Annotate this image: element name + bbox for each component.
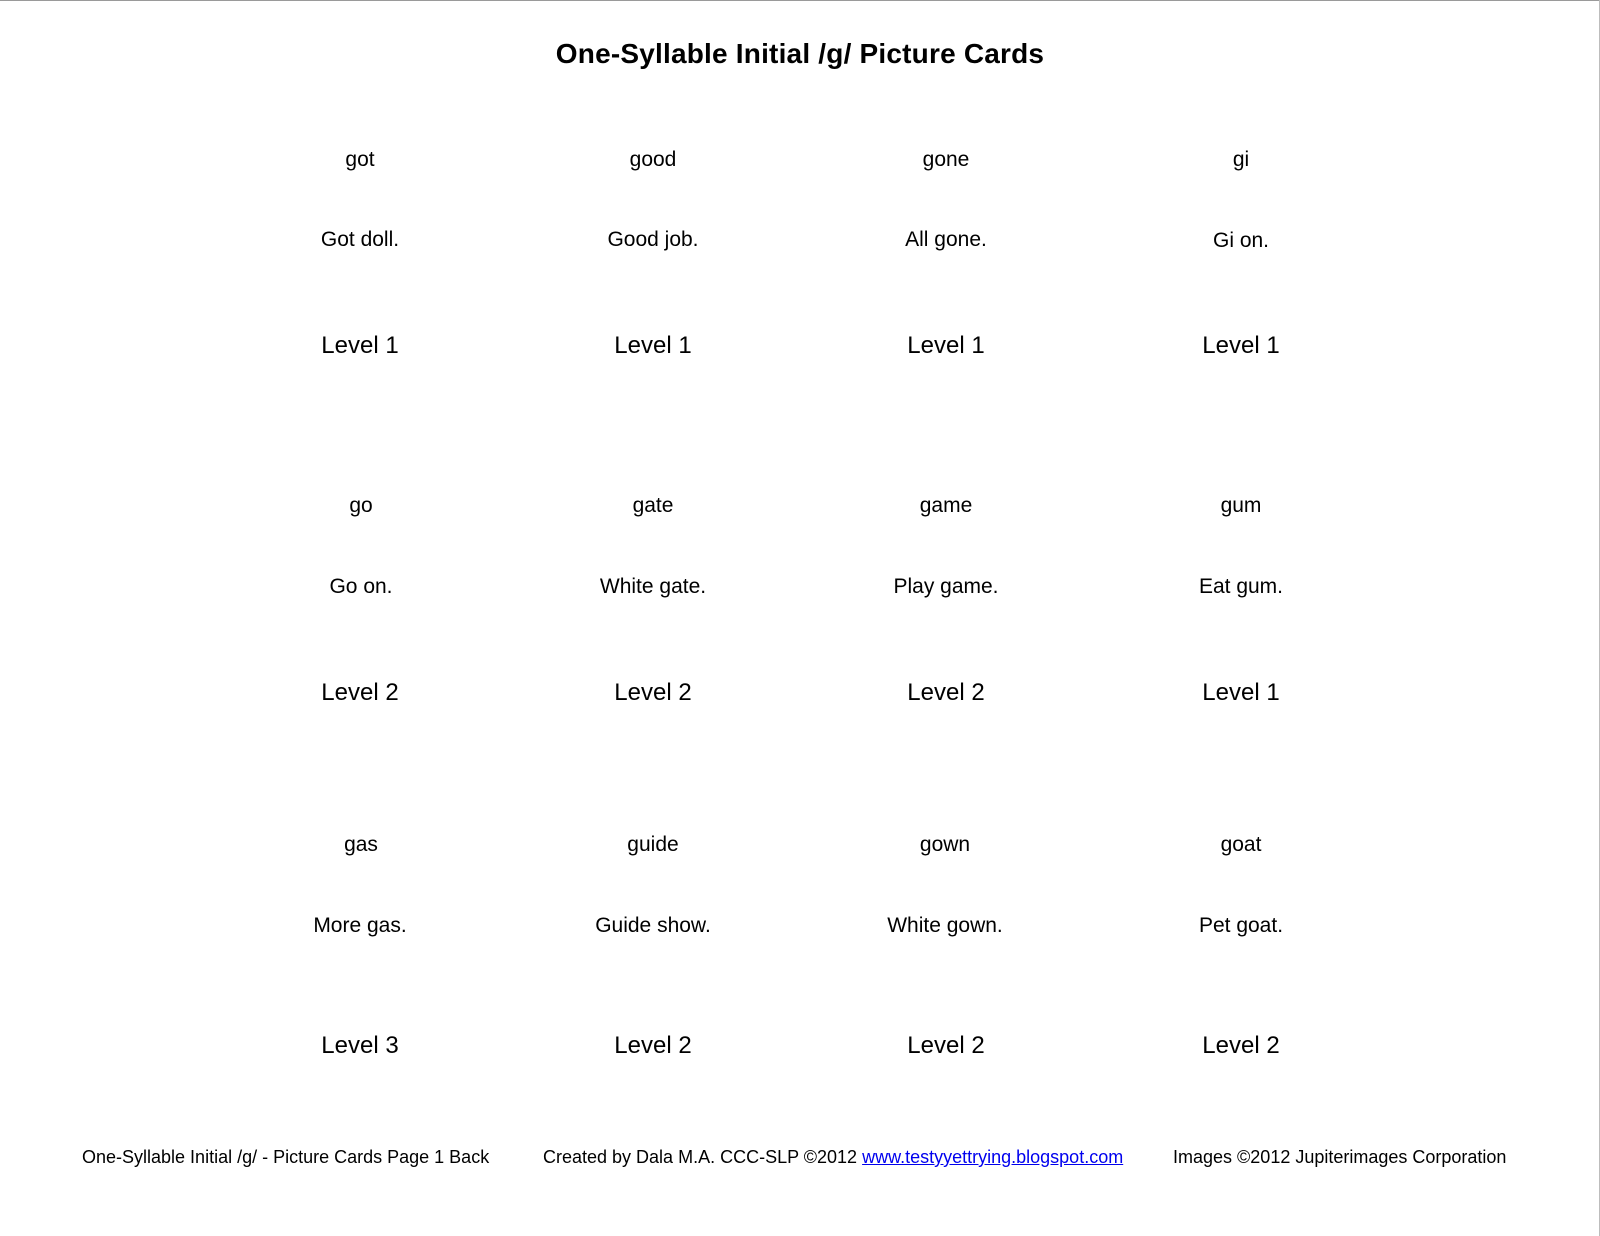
card-level: Level 1 (907, 332, 985, 359)
card-word: go (349, 494, 373, 517)
card-sentence: Play game. (893, 575, 999, 598)
card-level: Level 1 (321, 332, 399, 359)
card-sentence: Gi on. (1212, 229, 1270, 252)
card-level: Level 2 (321, 679, 399, 706)
card-sentence: Eat gum. (1198, 575, 1284, 598)
card-sentence: More gas. (313, 914, 407, 937)
footer-credit: Created by Dala M.A. CCC-SLP ©2012 (543, 1147, 858, 1167)
footer-right: Images ©2012 Jupiterimages Corporation (1173, 1147, 1507, 1167)
footer-blog-link[interactable]: www.testyyettrying.blogspot.com (862, 1147, 1124, 1167)
card-level: Level 1 (1202, 679, 1280, 706)
card-word: guide (627, 833, 679, 856)
card-word: good (629, 148, 677, 171)
card-sentence: Go on. (329, 575, 393, 598)
card-sentence: Good job. (607, 228, 699, 251)
card-word: gum (1220, 494, 1262, 517)
card-word: gate (632, 494, 674, 517)
card-word: gown (919, 833, 971, 856)
card-word: game (919, 494, 973, 517)
card-word: gone (922, 148, 970, 171)
card-level: Level 2 (907, 679, 985, 706)
footer-center (543, 1147, 1123, 1168)
footer-left: One-Syllable Initial /g/ - Picture Cards Page 1 Back (82, 1147, 490, 1167)
card-sentence: Pet goat. (1198, 914, 1284, 937)
card-level: Level 2 (907, 1032, 985, 1059)
card-word: gi (1232, 148, 1250, 171)
card-word: gas (344, 833, 378, 856)
card-sentence: Guide show. (595, 914, 711, 937)
card-level: Level 2 (1202, 1032, 1280, 1059)
card-sentence: White gown. (887, 914, 1003, 937)
card-level: Level 2 (614, 1032, 692, 1059)
card-sentence: Got doll. (320, 228, 400, 251)
page-title: One-Syllable Initial /g/ Picture Cards (555, 38, 1045, 69)
card-level: Level 1 (614, 332, 692, 359)
card-level: Level 2 (614, 679, 692, 706)
card-level: Level 1 (1202, 332, 1280, 359)
card-word: got (345, 148, 375, 171)
card-sentence: All gone. (905, 228, 987, 251)
card-level: Level 3 (321, 1032, 399, 1059)
card-sentence: White gate. (599, 575, 707, 598)
card-word: goat (1220, 833, 1262, 856)
